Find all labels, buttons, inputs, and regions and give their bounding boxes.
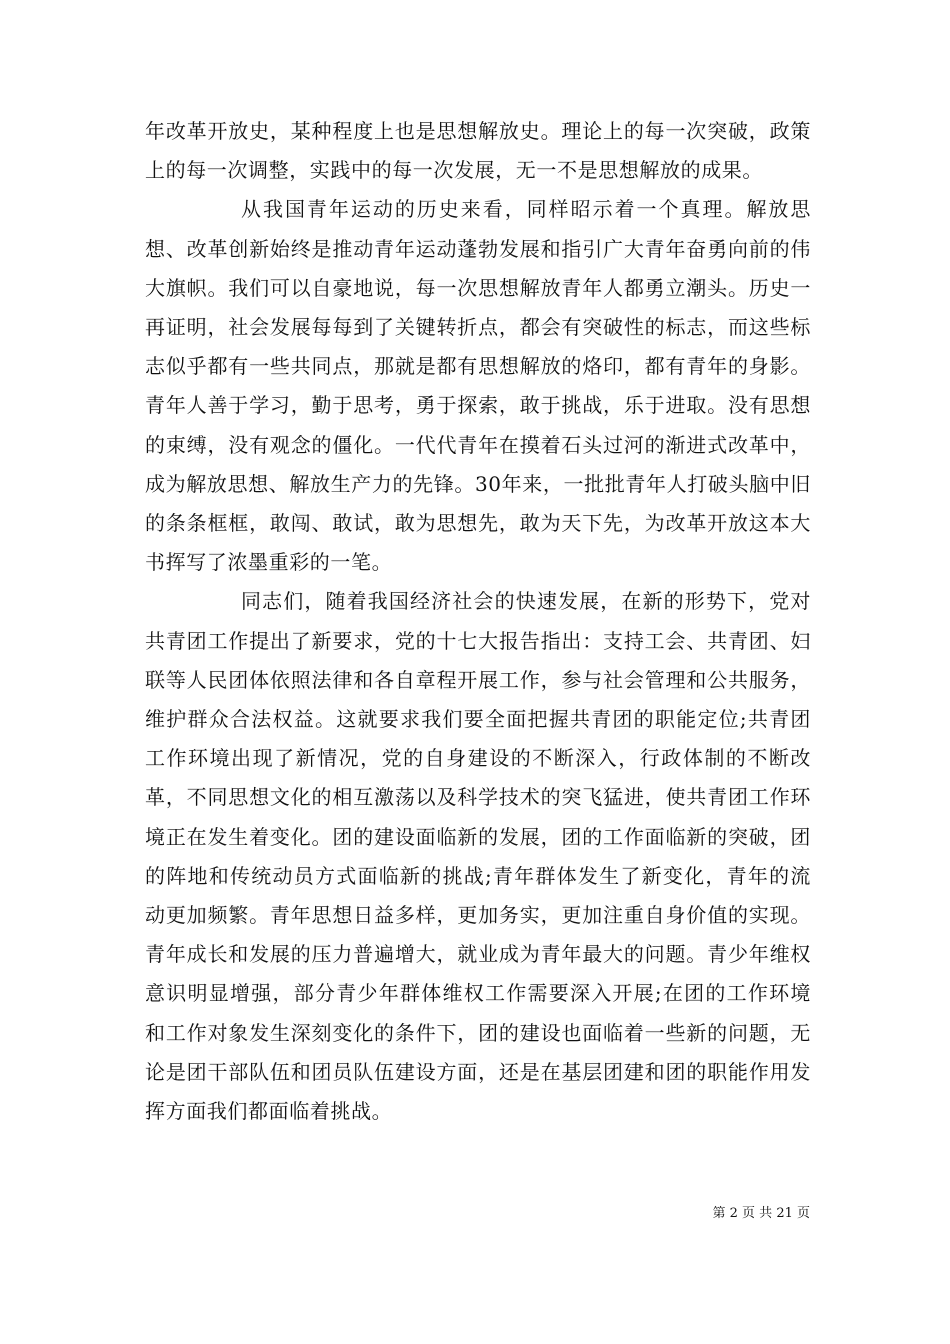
paragraph-continuation: 年改革开放史，某种程度上也是思想解放史。理论上的每一次突破，政策上的每一次调整，实践中的每一次发展，无一不是思想解放的成果。 bbox=[145, 119, 811, 183]
paragraph-comrades-new-situation: 同志们，随着我国经济社会的快速发展，在新的形势下，党对共青团工作提出了新要求，党的十七大报告指出：支持工会、共青团、妇联等人民团体依照法律和各自章程开展工作，参与社会管理和公共服务，维护群众合法权益。这就要求我们要全面把握共青团的职能定位;共青团工作环境出现了新情况，党的自身建设的不断深入，行政体制的不断改革，不同思想文化的相互激荡以及科学技术的突飞猛进，使共青团工作环境正在发生着变化。团的建设面临新的发展，团的工作面临新的突破，团的阵地和传统动员方式面临新的挑战;青年群体发生了新变化，青年的流动更加频繁。青年思想日益多样，更加务实，更加注重自身价值的实现。青年成长和发展的压力普遍增大，就业成为青年最大的问题。青少年维权意识明显增强，部分青少年群体维权工作需要深入开展;在团的工作环境和工作对象发生深刻变化的条件下，团的建设也面临着一些新的问题，无论是团干部队伍和团员队伍建设方面，还是在基层团建和团的职能作用发挥方面我们都面临着挑战。 bbox=[145, 589, 811, 1124]
document-body bbox=[145, 112, 811, 1131]
page-number-footer: 第 2 页 共 21 页 bbox=[712, 1206, 810, 1221]
paragraph-youth-movement-history: 从我国青年运动的历史来看，同样昭示着一个真理。解放思想、改革创新始终是推动青年运动蓬勃发展和指引广大青年奋勇向前的伟大旗帜。我们可以自豪地说，每一次思想解放青年人都勇立潮头。历史一再证明，社会发展每每到了关键转折点，都会有突破性的标志，而这些标志似乎都有一些共同点，那就是都有思想解放的烙印，都有青年的身影。青年人善于学习，勤于思考，勇于探索，敢于挑战，乐于进取。没有思想的束缚，没有观念的僵化。一代代青年在摸着石头过河的渐进式改革中，成为解放思想、解放生产力的先锋。30年来，一批批青年人打破头脑中旧的条条框框，敢闯、敢试，敢为思想先，敢为天下先，为改革开放这本大书挥写了浓墨重彩的一笔。 bbox=[145, 197, 811, 575]
